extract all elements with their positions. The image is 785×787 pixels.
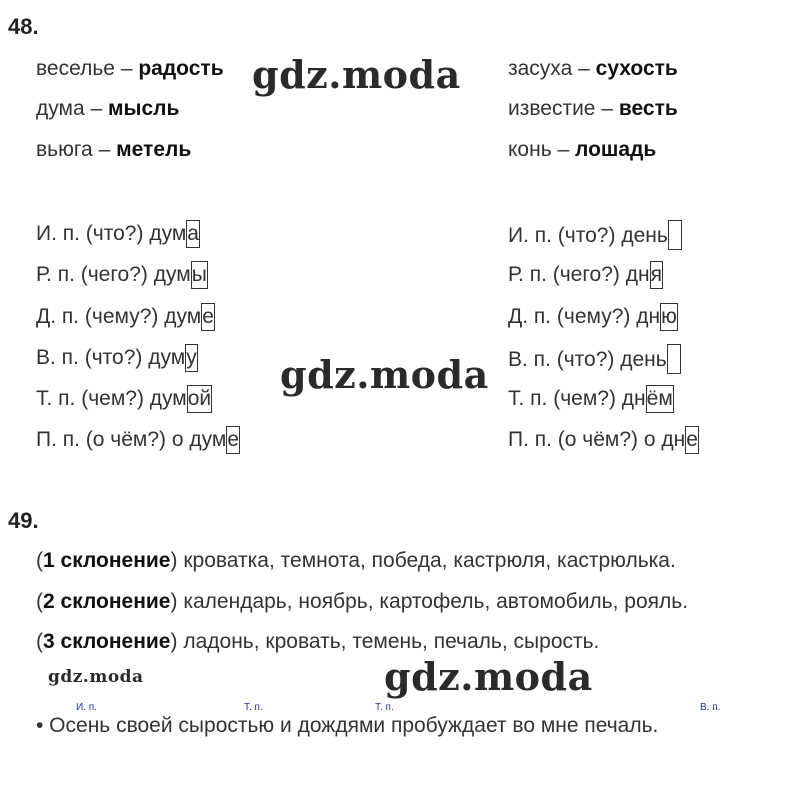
declension-row: Т. п. (чем?) днём (508, 385, 674, 413)
exercise-number-49: 49. (8, 508, 39, 533)
ending-box-empty (668, 220, 682, 250)
watermark-logo-small: gdz.moda (48, 667, 144, 687)
example-sentence: • Осень своей сыростью и дождями пробуждает во мне печаль. (36, 714, 659, 737)
synonym-pair: веселье – радость (36, 57, 224, 80)
exercise-number-48: 48. (8, 14, 39, 39)
synonym-pair: конь – лошадь (508, 138, 657, 161)
ending-box: у (185, 344, 198, 372)
synonym-pair: вьюга – метель (36, 138, 192, 161)
case-tag: В. п. (700, 702, 721, 713)
declension-row: Д. п. (чему?) думе (36, 303, 215, 331)
synonym-pair: известие – весть (508, 97, 678, 120)
declension-row: П. п. (о чём?) о думе (36, 426, 240, 454)
declension-group-3: (3 склонение) ладонь, кровать, темень, печаль, сырость. (36, 630, 600, 653)
ending-box: я (650, 261, 663, 289)
watermark-logo: gdz.moda (252, 52, 461, 97)
ending-box: е (226, 426, 240, 454)
ending-box: е (201, 303, 215, 331)
case-tag: Т. п. (244, 702, 263, 713)
ending-box: е (685, 426, 699, 454)
ending-box: ю (660, 303, 678, 331)
case-tag: И. п. (76, 702, 97, 713)
ending-box: а (186, 220, 200, 248)
synonym-pair: дума – мысль (36, 97, 180, 120)
declension-row: Р. п. (чего?) дня (508, 261, 663, 289)
synonym-pair: засуха – сухость (508, 57, 678, 80)
declension-row: П. п. (о чём?) о дне (508, 426, 699, 454)
declension-row: Р. п. (чего?) думы (36, 261, 208, 289)
ending-box-empty (667, 344, 681, 374)
declension-group-2: (2 склонение) календарь, ноябрь, картофель, автомобиль, рояль. (36, 590, 689, 613)
declension-row: В. п. (что?) день (508, 344, 681, 374)
declension-row: И. п. (что?) день (508, 220, 682, 250)
declension-row: В. п. (что?) думу (36, 344, 198, 372)
declension-row: И. п. (что?) дума (36, 220, 200, 248)
watermark-logo: gdz.moda (280, 352, 489, 397)
declension-group-1: (1 склонение) кроватка, темнота, победа, кастрюля, кастрюлька. (36, 549, 676, 572)
ending-box: ы (191, 261, 208, 289)
case-tag: Т. п. (375, 702, 394, 713)
ending-box: ой (187, 385, 212, 413)
ending-box: ём (646, 385, 674, 413)
declension-row: Т. п. (чем?) думой (36, 385, 212, 413)
watermark-logo: gdz.moda (384, 654, 593, 699)
declension-row: Д. п. (чему?) дню (508, 303, 678, 331)
